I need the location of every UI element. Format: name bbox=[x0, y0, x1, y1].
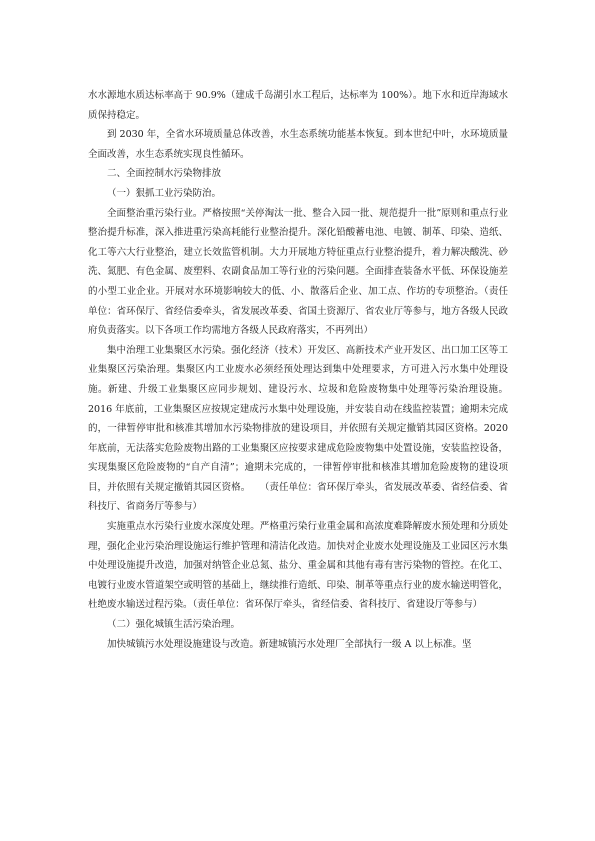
paragraph-water-source-quality: 水水源地水质达标率高于 90.9%（建成千岛湖引水工程后，达标率为 100%）。地下水和近岸海域水质保持稳定。 bbox=[88, 90, 508, 121]
section-heading-control-pollutants: 二、全面控制水污染物排放 bbox=[107, 168, 222, 180]
document-body bbox=[88, 86, 508, 654]
paragraph-heavy-pollution-industries: 全面整治重污染行业。严格按照“关停淘汰一批、整合入园一批、规范提升一批”原则和重点行业整治提升标准，深入推进重污染高耗能行业整治提升。深化铅酸蓄电池、电镀、制革、印染、造纸、化工等六大行业整治，建立长效监管机制。大力开展地方特征重点行业整治提升，着力解决酸洗、砂洗、氮肥、有色金属、废塑料、农副食品加工等行业的污染问题。全面排查装备水平低、环保设施差的小型工业企业。开展对水环境影响较大的低、小、散落后企业、加工点、作坊的专项整治。（责任单位：省环保厅、省经信委牵头，省发展改革委、省国土资源厅、省农业厅等参与，地方各级人民政府负责落实。以下各项工作均需地方各级人民政府落实，不再列出） bbox=[88, 207, 508, 337]
paragraph-urban-sewage-facilities: 加快城镇污水处理设施建设与改造。新建城镇污水处理厂全部执行一级 A 以上标准。坚 bbox=[107, 638, 472, 650]
paragraph-advanced-wastewater-treatment: 实施重点水污染行业废水深度处理。严格重污染行业重金属和高浓度难降解废水预处理和分质处理，强化企业污染治理设施运行维护管理和清洁化改造。加快对企业废水处理设施及工业园区污水集中处理设施提升改造，加强对纳管企业总氮、盐分、重金属和其他有毒有害污染物的管控。在化工、电镀行业废水管道架空或明管的基础上，继续推行造纸、印染、制革等重点行业的废水输送明管化，杜绝废水输送过程污染。（责任单位：省环保厅牵头，省经信委、省科技厅、省建设厅等参与） bbox=[88, 521, 508, 611]
paragraph-2030-goals: 到 2030 年，全省水环境质量总体改善，水生态系统功能基本恢复。到本世纪中叶，水环境质量全面改善，水生态系统实现良性循环。 bbox=[88, 129, 508, 160]
subsection-heading-urban-pollution: （二）强化城镇生活污染治理。 bbox=[107, 619, 241, 631]
paragraph-industrial-clusters: 集中治理工业集聚区水污染。强化经济（技术）开发区、高新技术产业开发区、出口加工区等工业集聚区污染治理。集聚区内工业废水必须经预处理达到集中处理要求，方可进入污水集中处理设施。新建、升级工业集聚区应同步规划、建设污水、垃圾和危险废物集中处理等污染治理设施。2016 年底前，工业集聚区应按规定建成污水集中处理设施，并安装自动在线监控装置；逾期未完成的，一律暂停审批和核准其增加水污染物排放的建设项目，并依照有关规定撤销其园区资格。2020 年底前，无法落实危险废物出路的工业集聚区应按要求建成危险废物集中处置设施，安装监控设备，实现集聚区危险废物的“自产自清”；逾期未完成的，一律暂停审批和核准其增加危险废物的建设项目，并依照有关规定撤销其园区资格。 （责任单位：省环保厅牵头，省发展改革委、省经信委、省科技厅、省商务厅等参与） bbox=[88, 344, 508, 513]
subsection-heading-industrial-pollution: （一）狠抓工业污染防治。 bbox=[107, 187, 222, 199]
